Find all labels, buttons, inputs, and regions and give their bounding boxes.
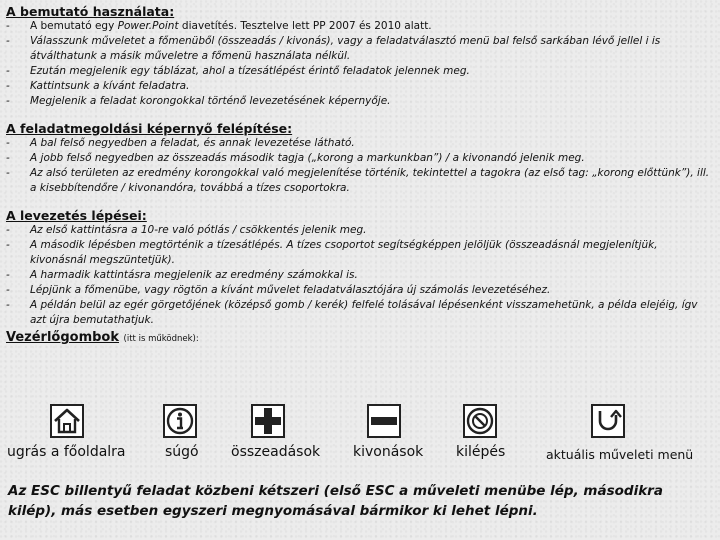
list-item: - A második lépésben megtörténik a tízesátlépés. A tízes csoportot segítségképpen jelöljük (összeadásnál megjelenítjük, kivonásnál megszüntetjük). bbox=[6, 238, 714, 268]
usage-section bbox=[6, 4, 714, 109]
plus-icon[interactable] bbox=[251, 404, 285, 438]
list-item: - Az első kattintásra a 10-re való pótlás / csökkentés jelenik meg. bbox=[6, 223, 714, 238]
return-icon[interactable] bbox=[591, 404, 625, 438]
info-icon[interactable] bbox=[163, 404, 197, 438]
screen-section bbox=[6, 121, 714, 196]
list-item: - Kattintsunk a kívánt feladatra. bbox=[6, 79, 714, 94]
list-item: - Ezután megjelenik egy táblázat, ahol a tízesátlépést érintő feladatok jelennek meg. bbox=[6, 64, 714, 79]
control-labels bbox=[0, 444, 720, 468]
list-item: - A bal felső negyedben a feladat, és annak levezetése látható. bbox=[6, 136, 714, 151]
controls-title: Vezérlőgombok (itt is működnek): bbox=[6, 330, 199, 345]
list-item: - A példán belül az egér görgetőjének (középső gomb / kerék) felfelé tolásával lépésenként visszamehetünk, a példa elejéig, ígv azt újra bemutathatjuk. bbox=[6, 298, 714, 328]
steps-section bbox=[6, 208, 714, 328]
addition-label: összeadások bbox=[231, 444, 321, 460]
control-icons bbox=[0, 404, 720, 442]
screen-title: A feladatmegoldási képernyő felépítése: bbox=[6, 121, 293, 136]
exit-icon[interactable] bbox=[463, 404, 497, 438]
home-icon[interactable] bbox=[50, 404, 84, 438]
home-label: ugrás a főoldalra bbox=[7, 444, 126, 460]
list-item: - Az alsó területen az eredmény korongokkal való megjelenítése történik, tekintettel a tagokra (az első tag: „korong előttünk”), ill. a kisebbítendőre / kivonandóra, továbbá a tízes csoportokra. bbox=[6, 166, 714, 196]
list-item: - Lépjünk a főmenübe, vagy rögtön a kívánt művelet feladatválasztójára új számolás levezetéséhez. bbox=[6, 283, 714, 298]
usage-list bbox=[6, 19, 714, 109]
list-item: - Megjelenik a feladat korongokkal történő levezetésének képernyője. bbox=[6, 94, 714, 109]
instructions-page bbox=[6, 4, 714, 345]
esc-note: Az ESC billentyű feladat közbeni kétszeri (első ESC a műveleti menübe lép, másodikra kilép), más esetben egyszeri megnyomásával bármikor ki lehet lépni. bbox=[8, 483, 663, 519]
list-item: - A harmadik kattintásra megjelenik az eredmény számokkal is. bbox=[6, 268, 714, 283]
steps-list bbox=[6, 223, 714, 328]
steps-title: A levezetés lépései: bbox=[6, 208, 147, 223]
list-item: - A bemutató egy Power.Point diavetítés. Tesztelve lett PP 2007 és 2010 alatt. bbox=[6, 19, 714, 34]
list-item: - Válasszunk műveletet a főmenüből (összeadás / kivonás), vagy a feladatválasztó menü bal felső sarkában lévő jellel i is átválthatunk a másik műveletre a főmenü használata nélkül. bbox=[6, 34, 714, 64]
help-label: súgó bbox=[165, 444, 199, 460]
current-menu-label: aktuális műveleti menü bbox=[546, 447, 694, 462]
usage-title: A bemutató használata: bbox=[6, 4, 175, 19]
subtraction-label: kivonások bbox=[353, 444, 424, 460]
exit-label: kilépés bbox=[456, 444, 506, 460]
screen-list bbox=[6, 136, 714, 196]
minus-icon[interactable] bbox=[367, 404, 401, 438]
list-item: - A jobb felső negyedben az összeadás második tagja („korong a markunkban”) / a kivonandó jelenik meg. bbox=[6, 151, 714, 166]
